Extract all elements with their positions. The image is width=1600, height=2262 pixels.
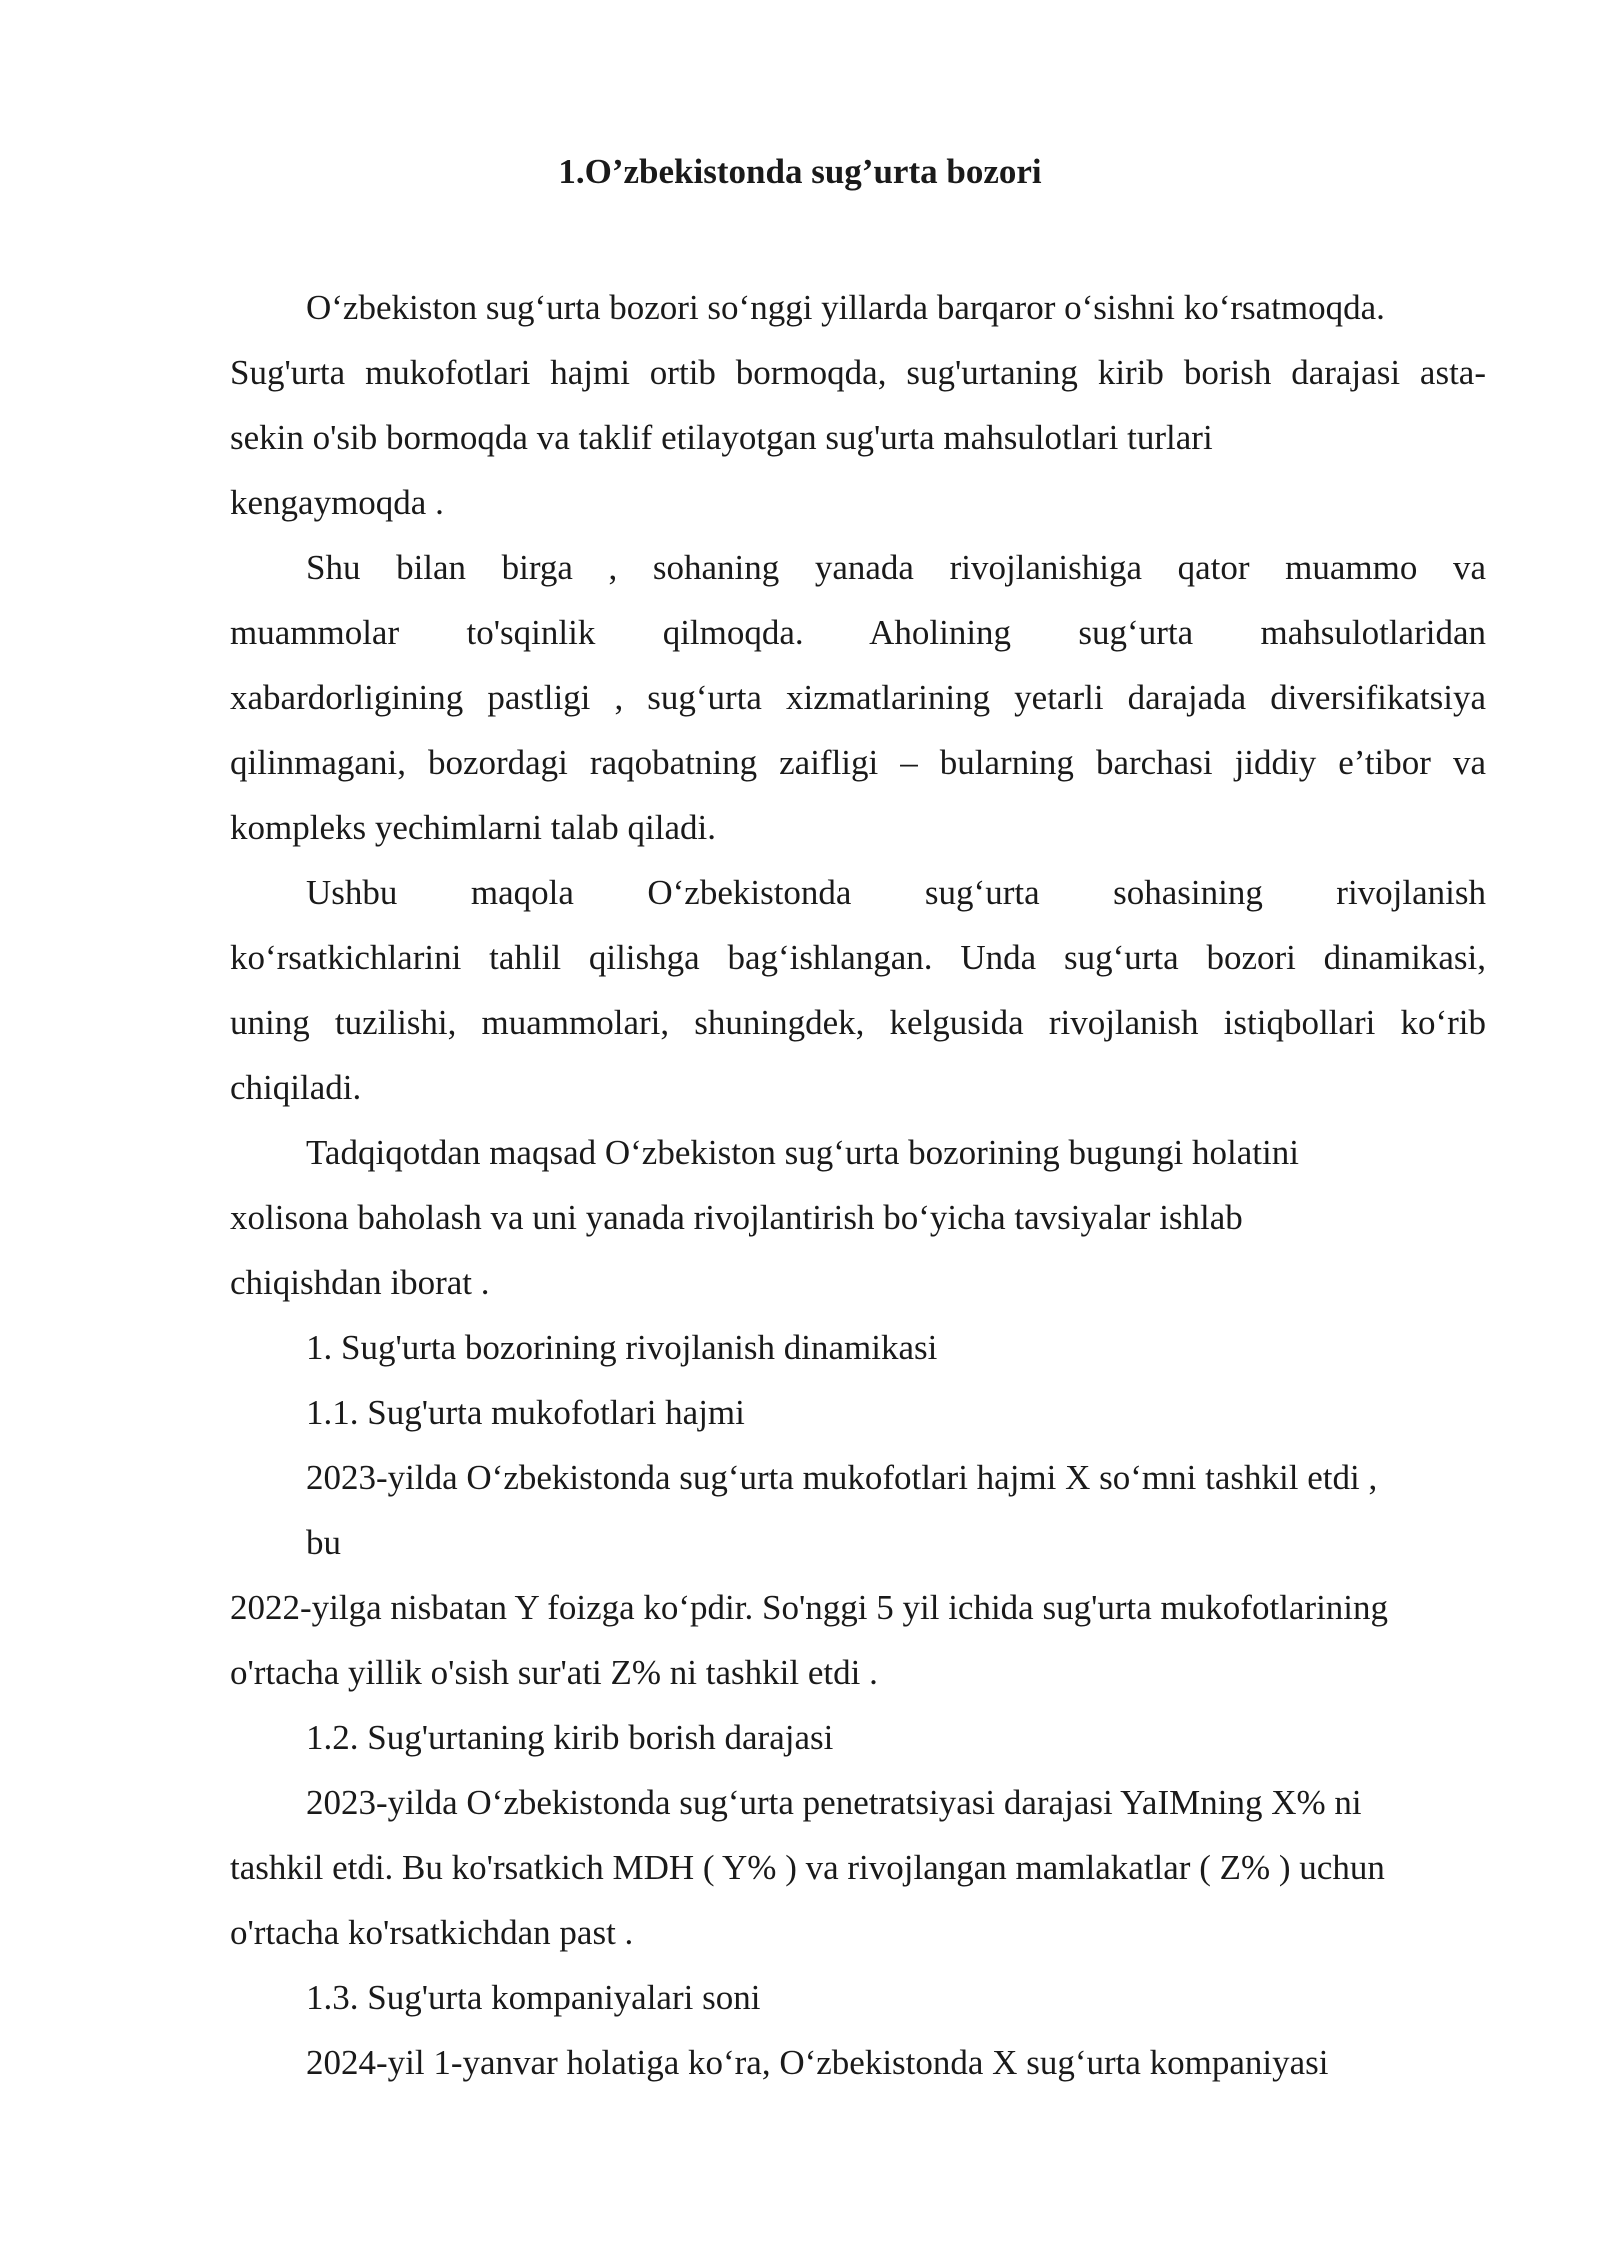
- paragraph-line: uning tuzilishi, muammolari, shuningdek, kelgusida rivojlanish istiqbollari ko‘rib: [230, 1003, 1486, 1042]
- paragraph-line: muammolar to'sqinlik qilmoqda. Aholining sug‘urta mahsulotlaridan: [230, 613, 1486, 652]
- paragraph-line: tashkil etdi. Bu ko'rsatkich MDH ( Y% ) va rivojlangan mamlakatlar ( Z% ) uchun: [230, 1848, 1385, 1887]
- subsection-heading: 1.2. Sug'urtaning kirib borish darajasi: [306, 1718, 834, 1757]
- paragraph-line: Sug'urta mukofotlari hajmi ortib bormoqda, sug'urtaning kirib borish darajasi asta-: [230, 353, 1486, 392]
- paragraph-line: O‘zbekiston sug‘urta bozori so‘nggi yillarda barqaror o‘sishni ko‘rsatmoqda.: [306, 288, 1385, 327]
- paragraph-line: o'rtacha ko'rsatkichdan past .: [230, 1913, 634, 1952]
- paragraph-line: qilinmagani, bozordagi raqobatning zaifligi – bularning barchasi jiddiy e’tibor va: [230, 743, 1486, 782]
- paragraph-line: 2024-yil 1-yanvar holatiga ko‘ra, O‘zbekistonda X sug‘urta kompaniyasi: [306, 2043, 1329, 2082]
- paragraph-line: Shu bilan birga , sohaning yanada rivojlanishiga qator muammo va: [306, 548, 1486, 587]
- paragraph-line: bu: [306, 1523, 341, 1562]
- paragraph-line: chiqiladi.: [230, 1068, 362, 1107]
- paragraph-line: 2022-yilga nisbatan Y foizga ko‘pdir. So'nggi 5 yil ichida sug'urta mukofotlarining: [230, 1588, 1389, 1627]
- paragraph-line: kengaymoqda .: [230, 483, 444, 522]
- paragraph-line: Ushbu maqola O‘zbekistonda sug‘urta sohasining rivojlanish: [306, 873, 1486, 912]
- paragraph-line: 2023-yilda O‘zbekistonda sug‘urta penetratsiyasi darajasi YaIMning X% ni: [306, 1783, 1362, 1822]
- paragraph-line: sekin o'sib bormoqda va taklif etilayotgan sug'urta mahsulotlari turlari: [230, 418, 1213, 457]
- subsection-heading: 1.1. Sug'urta mukofotlari hajmi: [306, 1393, 745, 1432]
- paragraph-line: Tadqiqotdan maqsad O‘zbekiston sug‘urta bozorining bugungi holatini: [306, 1133, 1299, 1172]
- section-heading: 1. Sug'urta bozorining rivojlanish dinamikasi: [306, 1328, 938, 1367]
- document-title: 1.O’zbekistonda sug’urta bozori: [558, 152, 1042, 191]
- paragraph-line: xolisona baholash va uni yanada rivojlantirish bo‘yicha tavsiyalar ishlab: [230, 1198, 1243, 1237]
- subsection-heading: 1.3. Sug'urta kompaniyalari soni: [306, 1978, 761, 2017]
- paragraph-line: o'rtacha yillik o'sish sur'ati Z% ni tashkil etdi .: [230, 1653, 878, 1692]
- paragraph-line: xabardorligining pastligi , sug‘urta xizmatlarining yetarli darajada diversifikatsiya: [230, 678, 1486, 717]
- paragraph-line: 2023-yilda O‘zbekistonda sug‘urta mukofotlari hajmi X so‘mni tashkil etdi ,: [306, 1458, 1378, 1497]
- paragraph-line: chiqishdan iborat .: [230, 1263, 490, 1302]
- paragraph-line: kompleks yechimlarni talab qiladi.: [230, 808, 716, 847]
- paragraph-line: ko‘rsatkichlarini tahlil qilishga bag‘ishlangan. Unda sug‘urta bozori dinamikasi,: [230, 938, 1486, 977]
